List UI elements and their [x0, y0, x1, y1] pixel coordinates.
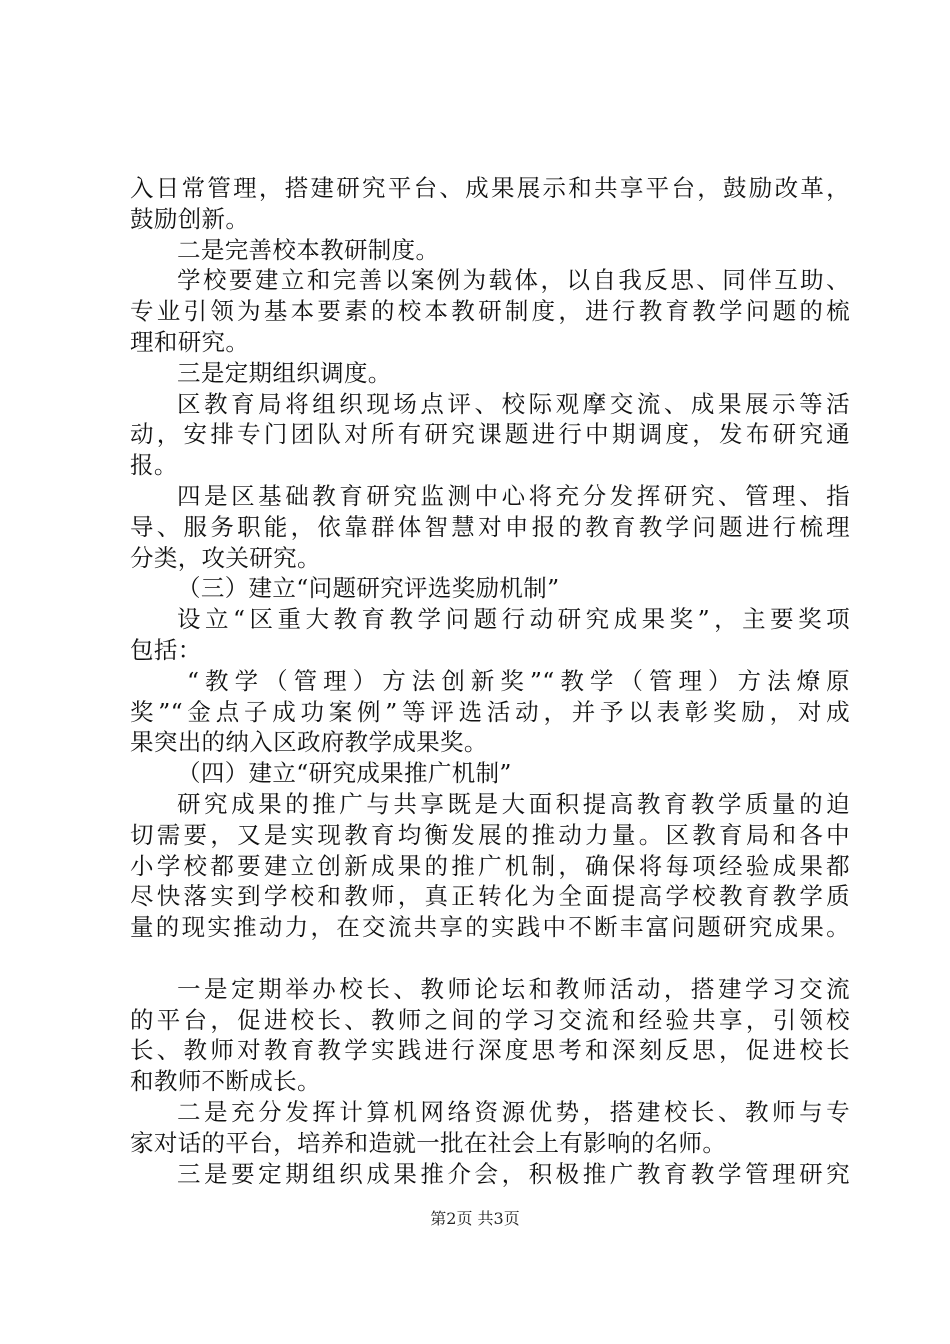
paragraph-gap — [130, 943, 850, 974]
section-heading: （三）建立“问题研究评选奖励机制” — [177, 574, 560, 603]
text-line: 四是区基础教育研究监测中心将充分发挥研究、管理、指 — [177, 481, 850, 510]
text-line: 尽快落实到学校和教师，真正转化为全面提高学校教育教学质 — [130, 882, 850, 911]
text-line: 二是完善校本教研制度。 — [177, 235, 440, 264]
text-line: 量的现实推动力，在交流共享的实践中不断丰富问题研究成果。 — [130, 913, 850, 942]
text-line: 三是定期组织调度。 — [177, 358, 392, 387]
text-line: 一是定期举办校长、教师论坛和教师活动，搭建学习交流 — [177, 974, 850, 1003]
text-line: 研究成果的推广与共享既是大面积提高教育教学质量的迫 — [177, 789, 850, 818]
text-line: 切需要，又是实现教育均衡发展的推动力量。区教育局和各中 — [130, 820, 850, 849]
text-line: 果突出的纳入区政府教学成果奖。 — [130, 728, 488, 757]
text-line: 鼓励创新。 — [130, 204, 250, 233]
text-line: 专业引领为基本要素的校本教研制度，进行教育教学问题的梳 — [130, 297, 850, 326]
text-line: 三是要定期组织成果推介会，积极推广教育教学管理研究 — [177, 1159, 850, 1188]
text-line: 分类，攻关研究。 — [130, 543, 321, 572]
text-line: 和教师不断成长。 — [130, 1067, 321, 1096]
text-line: 理和研究。 — [130, 327, 250, 356]
text-line: 动，安排专门团队对所有研究课题进行中期调度，发布研究通 — [130, 420, 850, 449]
page-footer: 第2页 共3页 — [430, 1209, 520, 1228]
text-line: 包括： — [130, 635, 202, 664]
text-line: 奖”“金点子成功案例”等评选活动，并予以表彰奖励，对成 — [130, 697, 850, 726]
text-line: 区教育局将组织现场点评、校际观摩交流、成果展示等活 — [177, 389, 850, 418]
text-line: 的平台，促进校长、教师之间的学习交流和经验共享，引领校 — [130, 1005, 850, 1034]
text-line: 报。 — [130, 451, 178, 480]
text-line: 设立“区重大教育教学问题行动研究成果奖”，主要奖项 — [177, 605, 850, 634]
document-body — [130, 173, 850, 1189]
section-heading: （四）建立“研究成果推广机制” — [177, 759, 512, 788]
text-line: 二是充分发挥计算机网络资源优势，搭建校长、教师与专 — [177, 1097, 850, 1126]
text-line: 长、教师对教育教学实践进行深度思考和深刻反思，促进校长 — [130, 1036, 850, 1065]
text-line: 家对话的平台，培养和造就一批在社会上有影响的名师。 — [130, 1128, 727, 1157]
text-line: 导、服务职能，依靠群体智慧对申报的教育教学问题进行梳理 — [130, 512, 850, 541]
text-line: 小学校都要建立创新成果的推广机制，确保将每项经验成果都 — [130, 851, 850, 880]
text-line: 入日常管理，搭建研究平台、成果展示和共享平台，鼓励改革， — [130, 174, 850, 202]
text-line: 学校要建立和完善以案例为载体，以自我反思、同伴互助、 — [177, 266, 850, 295]
text-line: “教学（管理）方法创新奖”“教学（管理）方法燎原 — [187, 666, 850, 695]
